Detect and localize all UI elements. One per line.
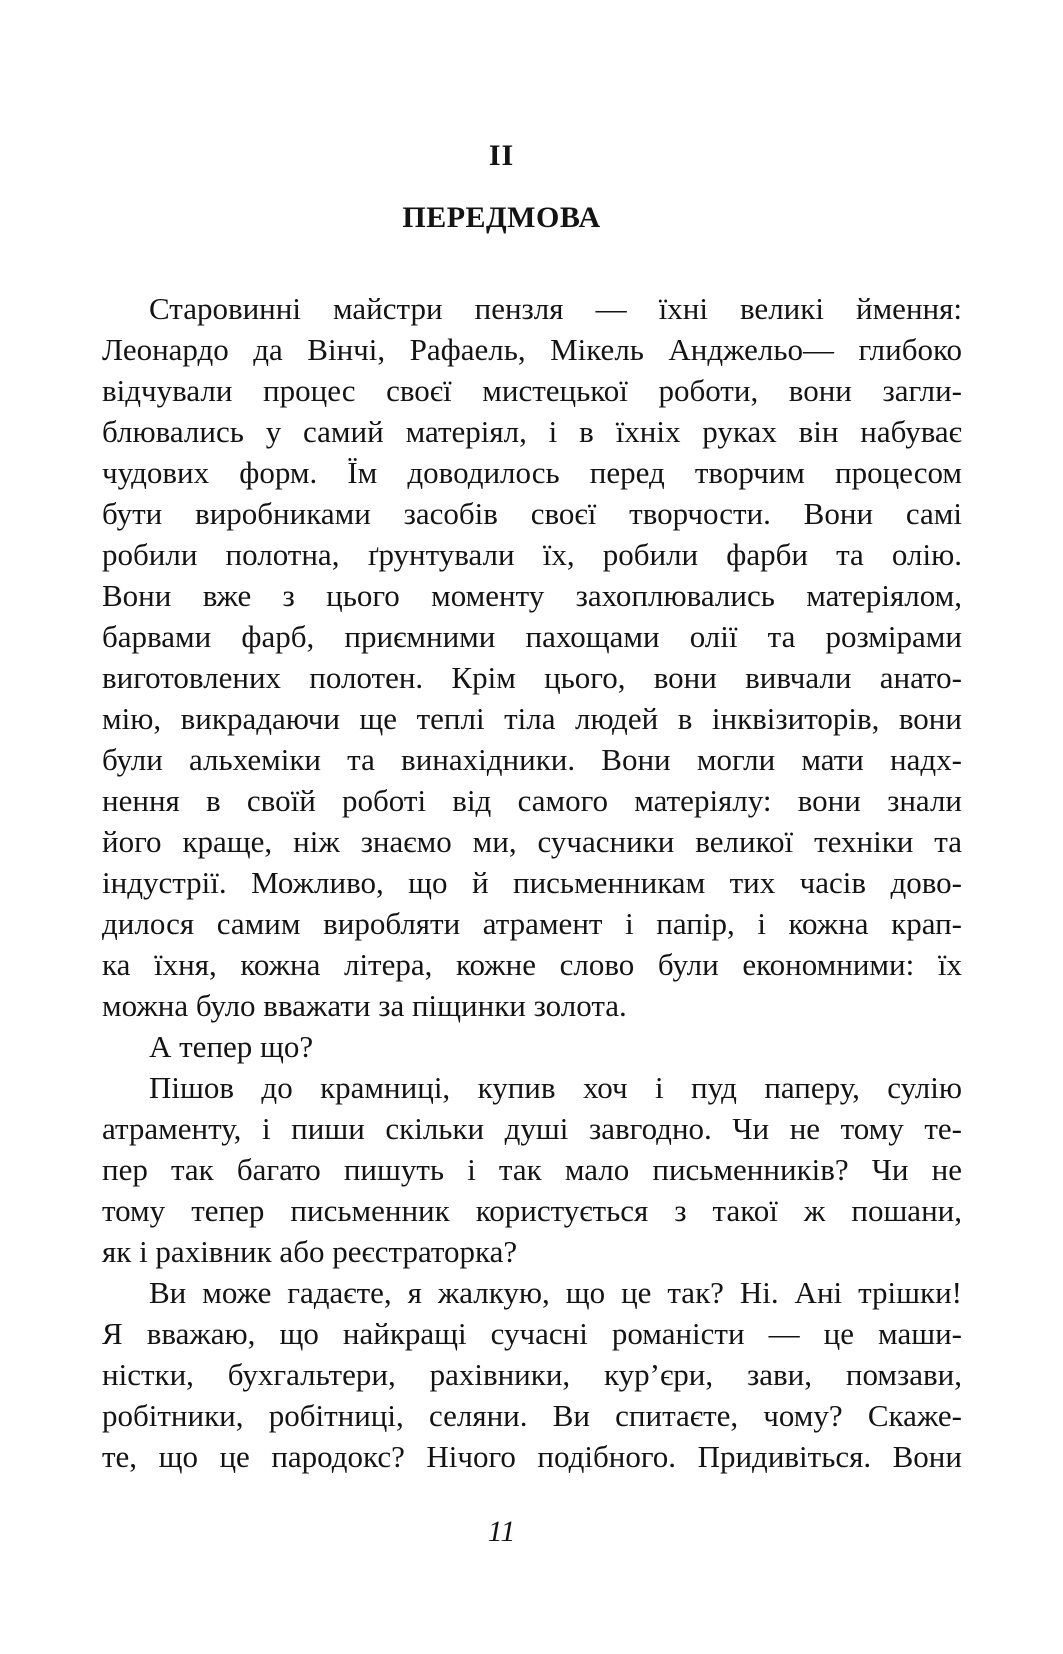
text-line: бути виробниками засобів своєї творчости. Вони самі <box>102 496 962 531</box>
text-line: Вони вже з цього моменту захоплювались матеріялом, <box>102 578 962 613</box>
text-line: пер так багато пишуть і так мало письменників? Чи не <box>102 1152 962 1187</box>
text-line: Я вважаю, що найкращі сучасні романісти — це маши- <box>102 1316 962 1351</box>
text-line: його краще, ніж знаємо ми, сучасники великої техніки та <box>102 824 962 859</box>
text-line: атраменту, і пиши скільки душі завгодно. Чи не тому те- <box>102 1111 962 1146</box>
text-line: блювались у самий матеріял, і в їхніх руках він набуває <box>102 414 962 449</box>
text-line: були альхеміки та винахідники. Вони могли мати надх- <box>102 742 962 777</box>
text-line: дилося самим виробляти атрамент і папір, і кожна крап- <box>102 906 962 941</box>
paragraph <box>102 1067 962 1272</box>
body-text <box>102 288 962 1477</box>
text-line: чудових форм. Їм доводилось перед творчим процесом <box>102 455 962 490</box>
text-line: Леонардо да Вінчі, Рафаель, Мікель Анджельо— глибоко <box>102 332 962 367</box>
chapter-number: II <box>488 139 515 172</box>
text-line: робітники, робітниці, селяни. Ви спитаєте, чому? Скаже- <box>102 1398 962 1433</box>
text-line: те, що це пародокс? Нічого подібного. Придивіться. Вони <box>102 1439 962 1474</box>
text-line: індустрії. Можливо, що й письменникам тих часів дово- <box>102 865 962 900</box>
text-line: Пішов до крамниці, купив хоч і пуд паперу, сулію <box>149 1070 962 1105</box>
text-line: барвами фарб, приємними пахощами олії та розмірами <box>102 619 962 654</box>
text-line: відчували процес своєї мистецької роботи, вони загли- <box>102 373 962 408</box>
text-line: мію, викрадаючи ще теплі тіла людей в інквізиторів, вони <box>102 701 962 736</box>
text-line: як і рахівник або реєстраторка? <box>102 1234 518 1269</box>
text-line: ка їхня, кожна літера, кожне слово були економними: їх <box>102 947 962 982</box>
paragraph <box>102 288 962 1026</box>
text-line: А тепер що? <box>149 1029 314 1064</box>
text-line: Старовинні майстри пензля — їхні великі ймення: <box>149 291 962 326</box>
text-line: нення в своїй роботі від самого матеріялу: вони знали <box>102 783 962 818</box>
page-number: 11 <box>487 1515 516 1548</box>
text-line: тому тепер письменник користується з такої ж пошани, <box>102 1193 962 1228</box>
paragraph <box>102 1026 962 1067</box>
text-line: робили полотна, ґрунтували їх, робили фарби та олію. <box>102 537 962 572</box>
text-line: виготовлених полотен. Крім цього, вони вивчали анато- <box>102 660 962 695</box>
text-line: можна було вважати за піщинки золота. <box>102 988 627 1023</box>
chapter-title: ПЕРЕДМОВА <box>402 201 601 234</box>
text-line: ністки, бухгальтери, рахівники, кур’єри, зави, помзави, <box>102 1357 962 1392</box>
paragraph <box>102 1272 962 1477</box>
text-line: Ви може гадаєте, я жалкую, що це так? Ні. Ані трішки! <box>149 1275 962 1310</box>
